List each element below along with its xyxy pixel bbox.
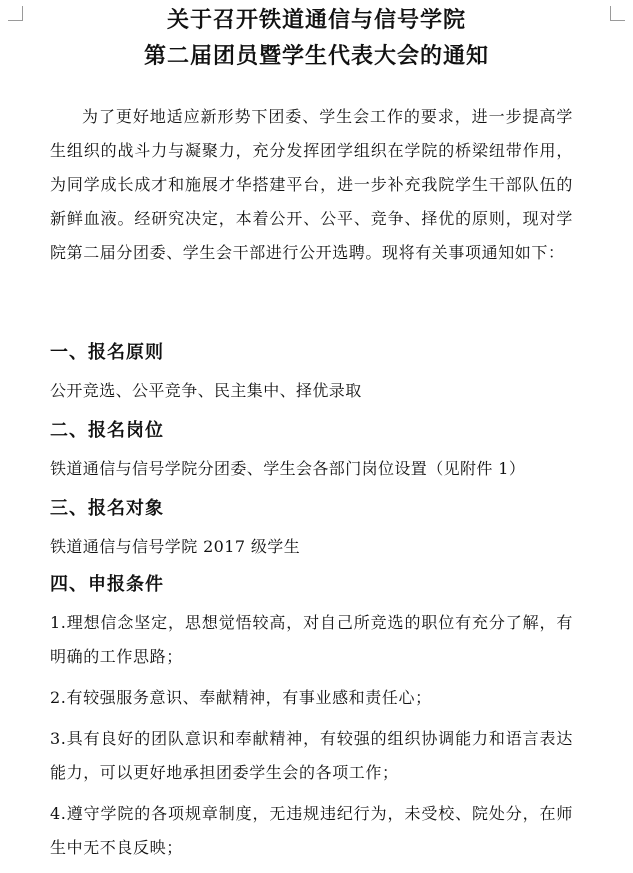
section-registration-positions: [50, 416, 590, 486]
section-heading: 三、报名对象: [50, 498, 164, 519]
section-registration-principle: [50, 338, 590, 408]
section-text: 铁道通信与信号学院分团委、学生会各部门岗位设置（见附件 1）: [50, 459, 526, 478]
conditions-list: [50, 606, 573, 865]
condition-item: 3.具有良好的团队意识和奉献精神，有较强的组织协调能力和语言表达能力，可以更好地承担团委学生会的各项工作；: [50, 729, 573, 782]
section-heading: 四、申报条件: [50, 574, 164, 595]
condition-item: 2.有较强服务意识、奉献精神，有事业感和责任心；: [50, 688, 432, 707]
condition-item: 4.遵守学院的各项规章制度，无违规违纪行为，未受校、院处分，在师生中无不良反映；: [50, 804, 573, 857]
document-title-line-2: 第二届团员暨学生代表大会的通知: [143, 43, 489, 69]
condition-item: 1.理想信念坚定，思想觉悟较高，对自己所竞选的职位有充分了解，有明确的工作思路；: [50, 613, 573, 666]
section-heading: 一、报名原则: [50, 342, 164, 363]
intro-paragraph: 为了更好地适应新形势下团委、学生会工作的要求，进一步提高学生组织的战斗力与凝聚力，充分发挥团学组织在学院的桥梁纽带作用，为同学成长成才和施展才华搭建平台，进一步补充我院学生干部队伍的新鲜血液。经研究决定，本着公开、公平、竞争、择优的原则，现对学院第二届分团委、学生会干部进行公开选聘。现将有关事项通知如下：: [50, 107, 573, 262]
section-application-conditions: [50, 570, 590, 865]
section-text: 铁道通信与信号学院 2017 级学生: [50, 537, 301, 556]
section-registration-eligible: [50, 494, 590, 564]
section-text: 公开竞选、公平竞争、民主集中、择优录取: [50, 381, 362, 400]
section-heading: 二、报名岗位: [50, 420, 164, 441]
document-title-line-1: 关于召开铁道通信与信号学院: [166, 7, 466, 33]
